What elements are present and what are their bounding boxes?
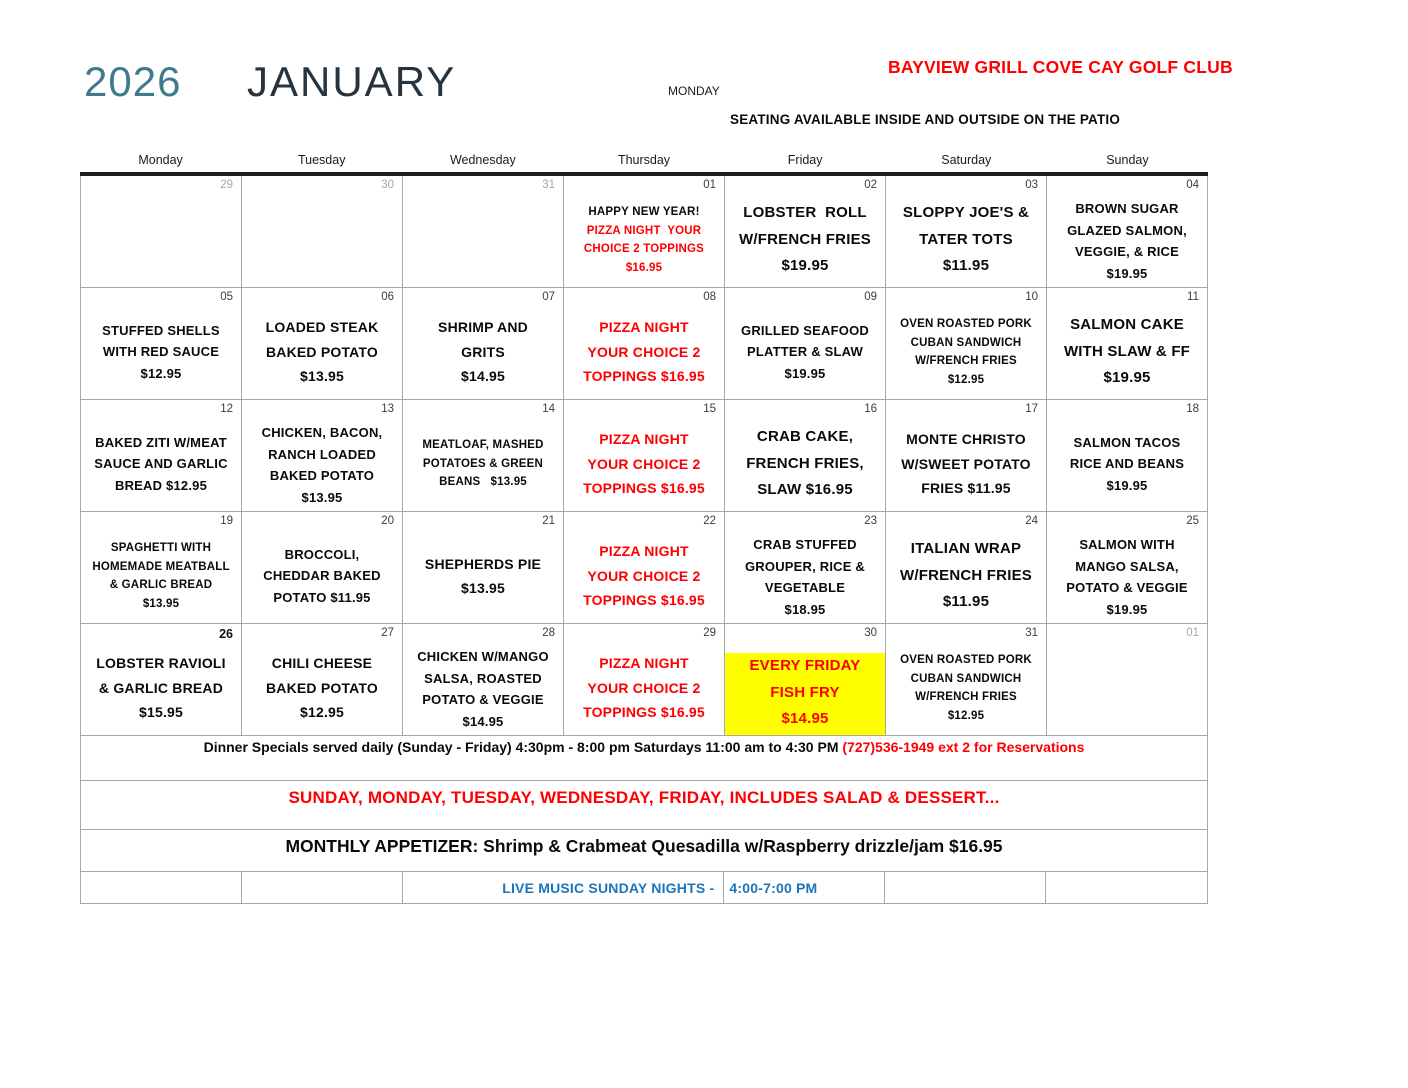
live-music-row [80, 872, 1208, 904]
menu-item-line: W/FRENCH FRIES [900, 566, 1032, 584]
menu-content [886, 310, 1046, 399]
day-number: 19 [220, 515, 233, 527]
menu-item-line: LOADED STEAK [265, 319, 379, 336]
menu-item-line: $11.95 [942, 593, 990, 611]
live-music-empty-cell [81, 872, 242, 903]
highlighted-menu-content [725, 653, 885, 736]
calendar-cell [886, 624, 1047, 736]
menu-content [81, 310, 241, 399]
menu-item-line: TATER TOTS [919, 230, 1013, 248]
menu-content [1047, 310, 1207, 399]
calendar-cell [564, 512, 725, 624]
day-header-sunday: Sunday [1106, 153, 1149, 167]
day-number: 12 [220, 403, 233, 415]
day-number: 06 [381, 291, 394, 303]
menu-item-line: SAUCE AND GARLIC [94, 456, 228, 472]
calendar-cell [81, 176, 242, 288]
menu-item-line: MANGO SALSA, [1075, 558, 1179, 574]
day-number: 24 [1025, 515, 1038, 527]
menu-item-line: POTATO & VEGGIE [422, 692, 544, 707]
menu-item-line: CHICKEN, BACON, [261, 425, 383, 440]
menu-content [81, 534, 241, 623]
menu-item-line: W/SWEET POTATO [901, 455, 1031, 472]
menu-content [403, 646, 563, 736]
menu-item-line: $14.95 [460, 368, 506, 385]
menu-item-line: GRITS [461, 343, 505, 360]
calendar-cell [886, 400, 1047, 512]
menu-item-line: $12.95 [299, 704, 345, 721]
menu-item-line: CRAB STUFFED [753, 537, 857, 552]
menu-item-line: SLAW $16.95 [757, 481, 853, 499]
day-number: 23 [864, 515, 877, 527]
menu-item-line: SLOPPY JOE'S & [902, 204, 1030, 222]
menu-item-line: CHEDDAR BAKED [263, 568, 381, 584]
menu-content [242, 422, 402, 512]
menu-item-line: YOUR CHOICE 2 [587, 567, 701, 584]
menu-item-line: POTATO $11.95 [273, 589, 371, 605]
menu-item-line: TOPPINGS $16.95 [583, 480, 705, 497]
menu-item-line: $13.95 [301, 489, 343, 505]
menu-item-line: & GARLIC BREAD [109, 579, 213, 591]
day-header-monday: Monday [138, 153, 183, 167]
menu-content [725, 422, 885, 511]
calendar-cell [725, 176, 886, 288]
menu-item-line: $12.95 [947, 709, 985, 722]
live-music-empty-cell [1046, 872, 1207, 903]
menu-item-line: $18.95 [784, 601, 826, 617]
calendar-cell [81, 288, 242, 400]
menu-item-line: YOUR CHOICE 2 [587, 455, 701, 472]
menu-item-line: BROWN SUGAR [1075, 201, 1179, 216]
calendar-cell [886, 176, 1047, 288]
day-number: 18 [1186, 403, 1199, 415]
menu-item-line: SPAGHETTI WITH [110, 542, 212, 554]
menu-content [81, 422, 241, 511]
calendar-cell [403, 512, 564, 624]
calendar-cell [725, 400, 886, 512]
day-number: 30 [381, 179, 394, 191]
menu-content [242, 198, 402, 287]
menu-item-line: $15.95 [138, 704, 184, 721]
menu-item-line: LOBSTER ROLL [743, 204, 867, 222]
menu-content [403, 534, 563, 623]
day-number: 14 [542, 403, 555, 415]
day-number: 25 [1186, 515, 1199, 527]
menu-content [81, 646, 241, 735]
club-name: BAYVIEW GRILL COVE CAY GOLF CLUB [888, 57, 1233, 77]
day-number: 10 [1025, 291, 1038, 303]
menu-item-line: OVEN ROASTED PORK [900, 654, 1032, 666]
menu-content [564, 198, 724, 287]
day-header-thursday: Thursday [617, 153, 671, 167]
calendar-cell [1047, 512, 1208, 624]
menu-item-line: $19.95 [781, 257, 829, 275]
menu-item-line: LOBSTER RAVIOLI [96, 655, 226, 672]
menu-content [1047, 198, 1207, 288]
menu-item-line: PIZZA NIGHT [599, 655, 689, 672]
menu-item-line: $14.95 [462, 713, 504, 729]
calendar-cell [403, 624, 564, 736]
calendar-cell [242, 176, 403, 288]
day-number: 07 [542, 291, 555, 303]
day-number: 16 [864, 403, 877, 415]
day-number: 03 [1025, 179, 1038, 191]
menu-item-line: BAKED POTATO [265, 343, 379, 360]
calendar-cell [403, 400, 564, 512]
includes-note [80, 781, 1208, 830]
menu-item-line: GROUPER, RICE & [744, 558, 865, 574]
menu-content [886, 198, 1046, 287]
calendar-week-row [80, 624, 1208, 736]
menu-item-line: FISH FRY [770, 683, 840, 701]
day-number: 20 [381, 515, 394, 527]
live-music-label-cell [403, 872, 725, 903]
day-number: 26 [219, 627, 233, 641]
menu-item-line: MEATLOAF, MASHED [422, 439, 544, 452]
menu-item-line: $16.95 [625, 261, 663, 274]
live-music-time-cell [724, 872, 885, 903]
day-number: 21 [542, 515, 555, 527]
day-number: 15 [703, 403, 716, 415]
day-number: 05 [220, 291, 233, 303]
menu-item-line: HAPPY NEW YEAR! [588, 206, 700, 218]
day-number: 29 [703, 627, 716, 639]
menu-item-line: TOPPINGS $16.95 [583, 592, 705, 609]
menu-item-line: SALMON CAKE [1070, 316, 1184, 334]
menu-item-line: $11.95 [942, 257, 990, 275]
calendar-cell [564, 624, 725, 736]
menu-item-line: BEANS $13.95 [439, 476, 527, 489]
menu-content [1047, 422, 1207, 511]
menu-content [725, 198, 885, 287]
menu-item-line: $13.95 [299, 368, 345, 385]
live-music-label: LIVE MUSIC SUNDAY NIGHTS - [502, 879, 719, 896]
menu-content [564, 646, 724, 735]
menu-item-line: $19.95 [784, 365, 826, 381]
menu-content [725, 534, 885, 624]
day-number: 02 [864, 179, 877, 191]
menu-item-line: $19.95 [1106, 477, 1148, 493]
menu-item-line: POTATOES & GREEN [422, 457, 544, 470]
menu-content [886, 422, 1046, 511]
day-header-tuesday: Tuesday [297, 153, 346, 167]
calendar-cell [403, 176, 564, 288]
menu-item-line: TOPPINGS $16.95 [583, 368, 705, 385]
menu-item-line: PIZZA NIGHT YOUR [586, 224, 702, 237]
calendar-cell [564, 400, 725, 512]
menu-item-line: YOUR CHOICE 2 [587, 679, 701, 696]
menu-item-line: VEGGIE, & RICE [1075, 244, 1179, 259]
menu-item-line: SHEPHERDS PIE [424, 555, 542, 572]
menu-item-line: & GARLIC BREAD [98, 679, 224, 696]
calendar-cell [1047, 176, 1208, 288]
menu-item-line: OVEN ROASTED PORK [900, 318, 1032, 330]
calendar-month-title: JANUARY [247, 58, 457, 105]
menu-item-line: STUFFED SHELLS [102, 322, 220, 338]
hours-note [80, 736, 1208, 781]
menu-item-line: BAKED POTATO [265, 679, 379, 696]
menu-item-line: FRIES $11.95 [921, 480, 1011, 497]
menu-item-line: BAKED POTATO [269, 468, 375, 483]
calendar-cell [242, 512, 403, 624]
menu-item-line: GRILLED SEAFOOD [741, 322, 869, 338]
week-start-label: MONDAY [668, 84, 720, 98]
menu-content [564, 422, 724, 511]
calendar-cell [1047, 624, 1208, 736]
day-number: 13 [381, 403, 394, 415]
menu-item-line: RICE AND BEANS [1069, 456, 1185, 472]
menu-item-line: GLAZED SALMON, [1067, 222, 1187, 238]
day-number: 29 [220, 179, 233, 191]
menu-content [564, 310, 724, 399]
day-number: 31 [542, 179, 555, 191]
menu-item-line: CUBAN SANDWICH [910, 336, 1022, 349]
day-number: 22 [703, 515, 716, 527]
live-music-empty-cell [885, 872, 1046, 903]
menu-item-line: $19.95 [1103, 369, 1151, 387]
calendar-cell [81, 512, 242, 624]
calendar-week-row [80, 176, 1208, 288]
day-number: 17 [1025, 403, 1038, 415]
menu-item-line: $19.95 [1106, 265, 1148, 281]
calendar-cell [81, 624, 242, 736]
day-number: 31 [1025, 627, 1038, 639]
day-number: 01 [1186, 627, 1199, 639]
menu-item-line: CUBAN SANDWICH [910, 672, 1022, 685]
live-music-empty-cell [242, 872, 403, 903]
menu-content [403, 310, 563, 399]
menu-item-line: W/FRENCH FRIES [915, 691, 1017, 703]
seating-note: SEATING AVAILABLE INSIDE AND OUTSIDE ON THE PATIO [730, 112, 1121, 127]
menu-item-line: CHILI CHEESE [271, 655, 373, 672]
monthly-appetizer-note [80, 830, 1208, 872]
menu-item-line: ITALIAN WRAP [910, 540, 1022, 558]
day-number: 11 [1187, 291, 1199, 303]
calendar-cell [725, 624, 886, 736]
menu-item-line: $13.95 [142, 597, 180, 610]
day-number: 27 [381, 627, 394, 639]
menu-content [1047, 534, 1207, 624]
menu-calendar [80, 150, 1208, 904]
menu-content [886, 534, 1046, 623]
menu-content [242, 646, 402, 735]
menu-item-line: BREAD $12.95 [115, 477, 207, 493]
calendar-cell [242, 400, 403, 512]
day-number: 30 [864, 627, 877, 639]
calendar-weeks [80, 176, 1208, 736]
menu-item-line: PIZZA NIGHT [599, 319, 689, 336]
menu-item-line: PIZZA NIGHT [599, 431, 689, 448]
menu-item-line: HOMEMADE MEATBALL [92, 560, 230, 573]
menu-item-line: YOUR CHOICE 2 [587, 343, 701, 360]
calendar-cell [1047, 400, 1208, 512]
reservation-phone: (727)536-1949 ext 2 for Reservations [842, 739, 1085, 755]
menu-item-line: W/FRENCH FRIES [739, 230, 871, 248]
day-number: 08 [703, 291, 716, 303]
calendar-week-row [80, 288, 1208, 400]
calendar-cell [564, 176, 725, 288]
calendar-cell [1047, 288, 1208, 400]
day-header-row [80, 150, 1208, 176]
menu-content [1047, 646, 1207, 735]
menu-item-line: TOPPINGS $16.95 [583, 704, 705, 721]
day-header-wednesday: Wednesday [449, 153, 516, 167]
calendar-week-row [80, 512, 1208, 624]
menu-item-line: SALSA, ROASTED [424, 670, 542, 686]
menu-content [242, 534, 402, 623]
menu-item-line: FRENCH FRIES, [746, 454, 864, 472]
menu-content [725, 310, 885, 399]
day-number: 09 [864, 291, 877, 303]
calendar-cell [242, 288, 403, 400]
menu-item-line: BAKED ZITI W/MEAT [95, 434, 227, 450]
day-number: 28 [542, 627, 555, 639]
monthly-appetizer-text: MONTHLY APPETIZER: Shrimp & Crabmeat Quesadilla w/Raspberry drizzle/jam $16.95 [285, 836, 1003, 856]
menu-item-line: W/FRENCH FRIES [915, 355, 1017, 367]
menu-item-line: PIZZA NIGHT [599, 543, 689, 560]
menu-item-line: CRAB CAKE, [756, 428, 854, 446]
day-number: 04 [1186, 179, 1199, 191]
calendar-cell [886, 288, 1047, 400]
menu-item-line: $13.95 [460, 580, 506, 596]
menu-item-line: $12.95 [140, 365, 182, 381]
live-music-time: 4:00-7:00 PM [729, 879, 818, 896]
menu-item-line: VEGETABLE [764, 580, 846, 595]
calendar-cell [242, 624, 403, 736]
day-header-saturday: Saturday [941, 153, 992, 167]
calendar-year: 2026 [84, 58, 182, 105]
menu-item-line: BROCCOLI, [284, 546, 360, 562]
menu-item-line: CHICKEN W/MANGO [417, 649, 549, 664]
menu-item-line: CHOICE 2 TOPPINGS [583, 243, 705, 255]
menu-item-line: MONTE CHRISTO [906, 431, 1026, 448]
menu-item-line: SALMON WITH [1079, 537, 1175, 552]
menu-item-line: PLATTER & SLAW [747, 344, 863, 360]
menu-content [886, 646, 1046, 735]
menu-content [403, 198, 563, 287]
calendar-cell [886, 512, 1047, 624]
menu-item-line: $12.95 [947, 373, 985, 386]
hours-note-text: Dinner Specials served daily (Sunday - Friday) 4:30pm - 8:00 pm Saturdays 11:00 am to 4:30 PM [203, 739, 843, 755]
calendar-cell [564, 288, 725, 400]
day-number: 01 [703, 179, 716, 191]
calendar-cell [725, 512, 886, 624]
menu-item-line: $19.95 [1106, 601, 1148, 617]
calendar-week-row [80, 400, 1208, 512]
menu-content [564, 534, 724, 623]
menu-item-line: SHRIMP AND [438, 319, 528, 336]
menu-content [403, 422, 563, 511]
menu-item-line: RANCH LOADED [268, 446, 376, 462]
calendar-cell [725, 288, 886, 400]
calendar-cell [81, 400, 242, 512]
menu-item-line: WITH RED SAUCE [102, 344, 220, 360]
menu-item-line: POTATO & VEGGIE [1066, 580, 1188, 595]
menu-item-line: SALMON TACOS [1073, 434, 1181, 450]
menu-item-line: $14.95 [781, 710, 829, 727]
menu-item-line: WITH SLAW & FF [1063, 342, 1191, 360]
day-header-friday: Friday [787, 153, 823, 167]
menu-content [242, 310, 402, 399]
menu-content [81, 198, 241, 287]
calendar-cell [403, 288, 564, 400]
menu-item-line: EVERY FRIDAY [749, 657, 861, 674]
includes-note-text: SUNDAY, MONDAY, TUESDAY, WEDNESDAY, FRIDAY, INCLUDES SALAD & DESSERT... [288, 788, 1000, 807]
